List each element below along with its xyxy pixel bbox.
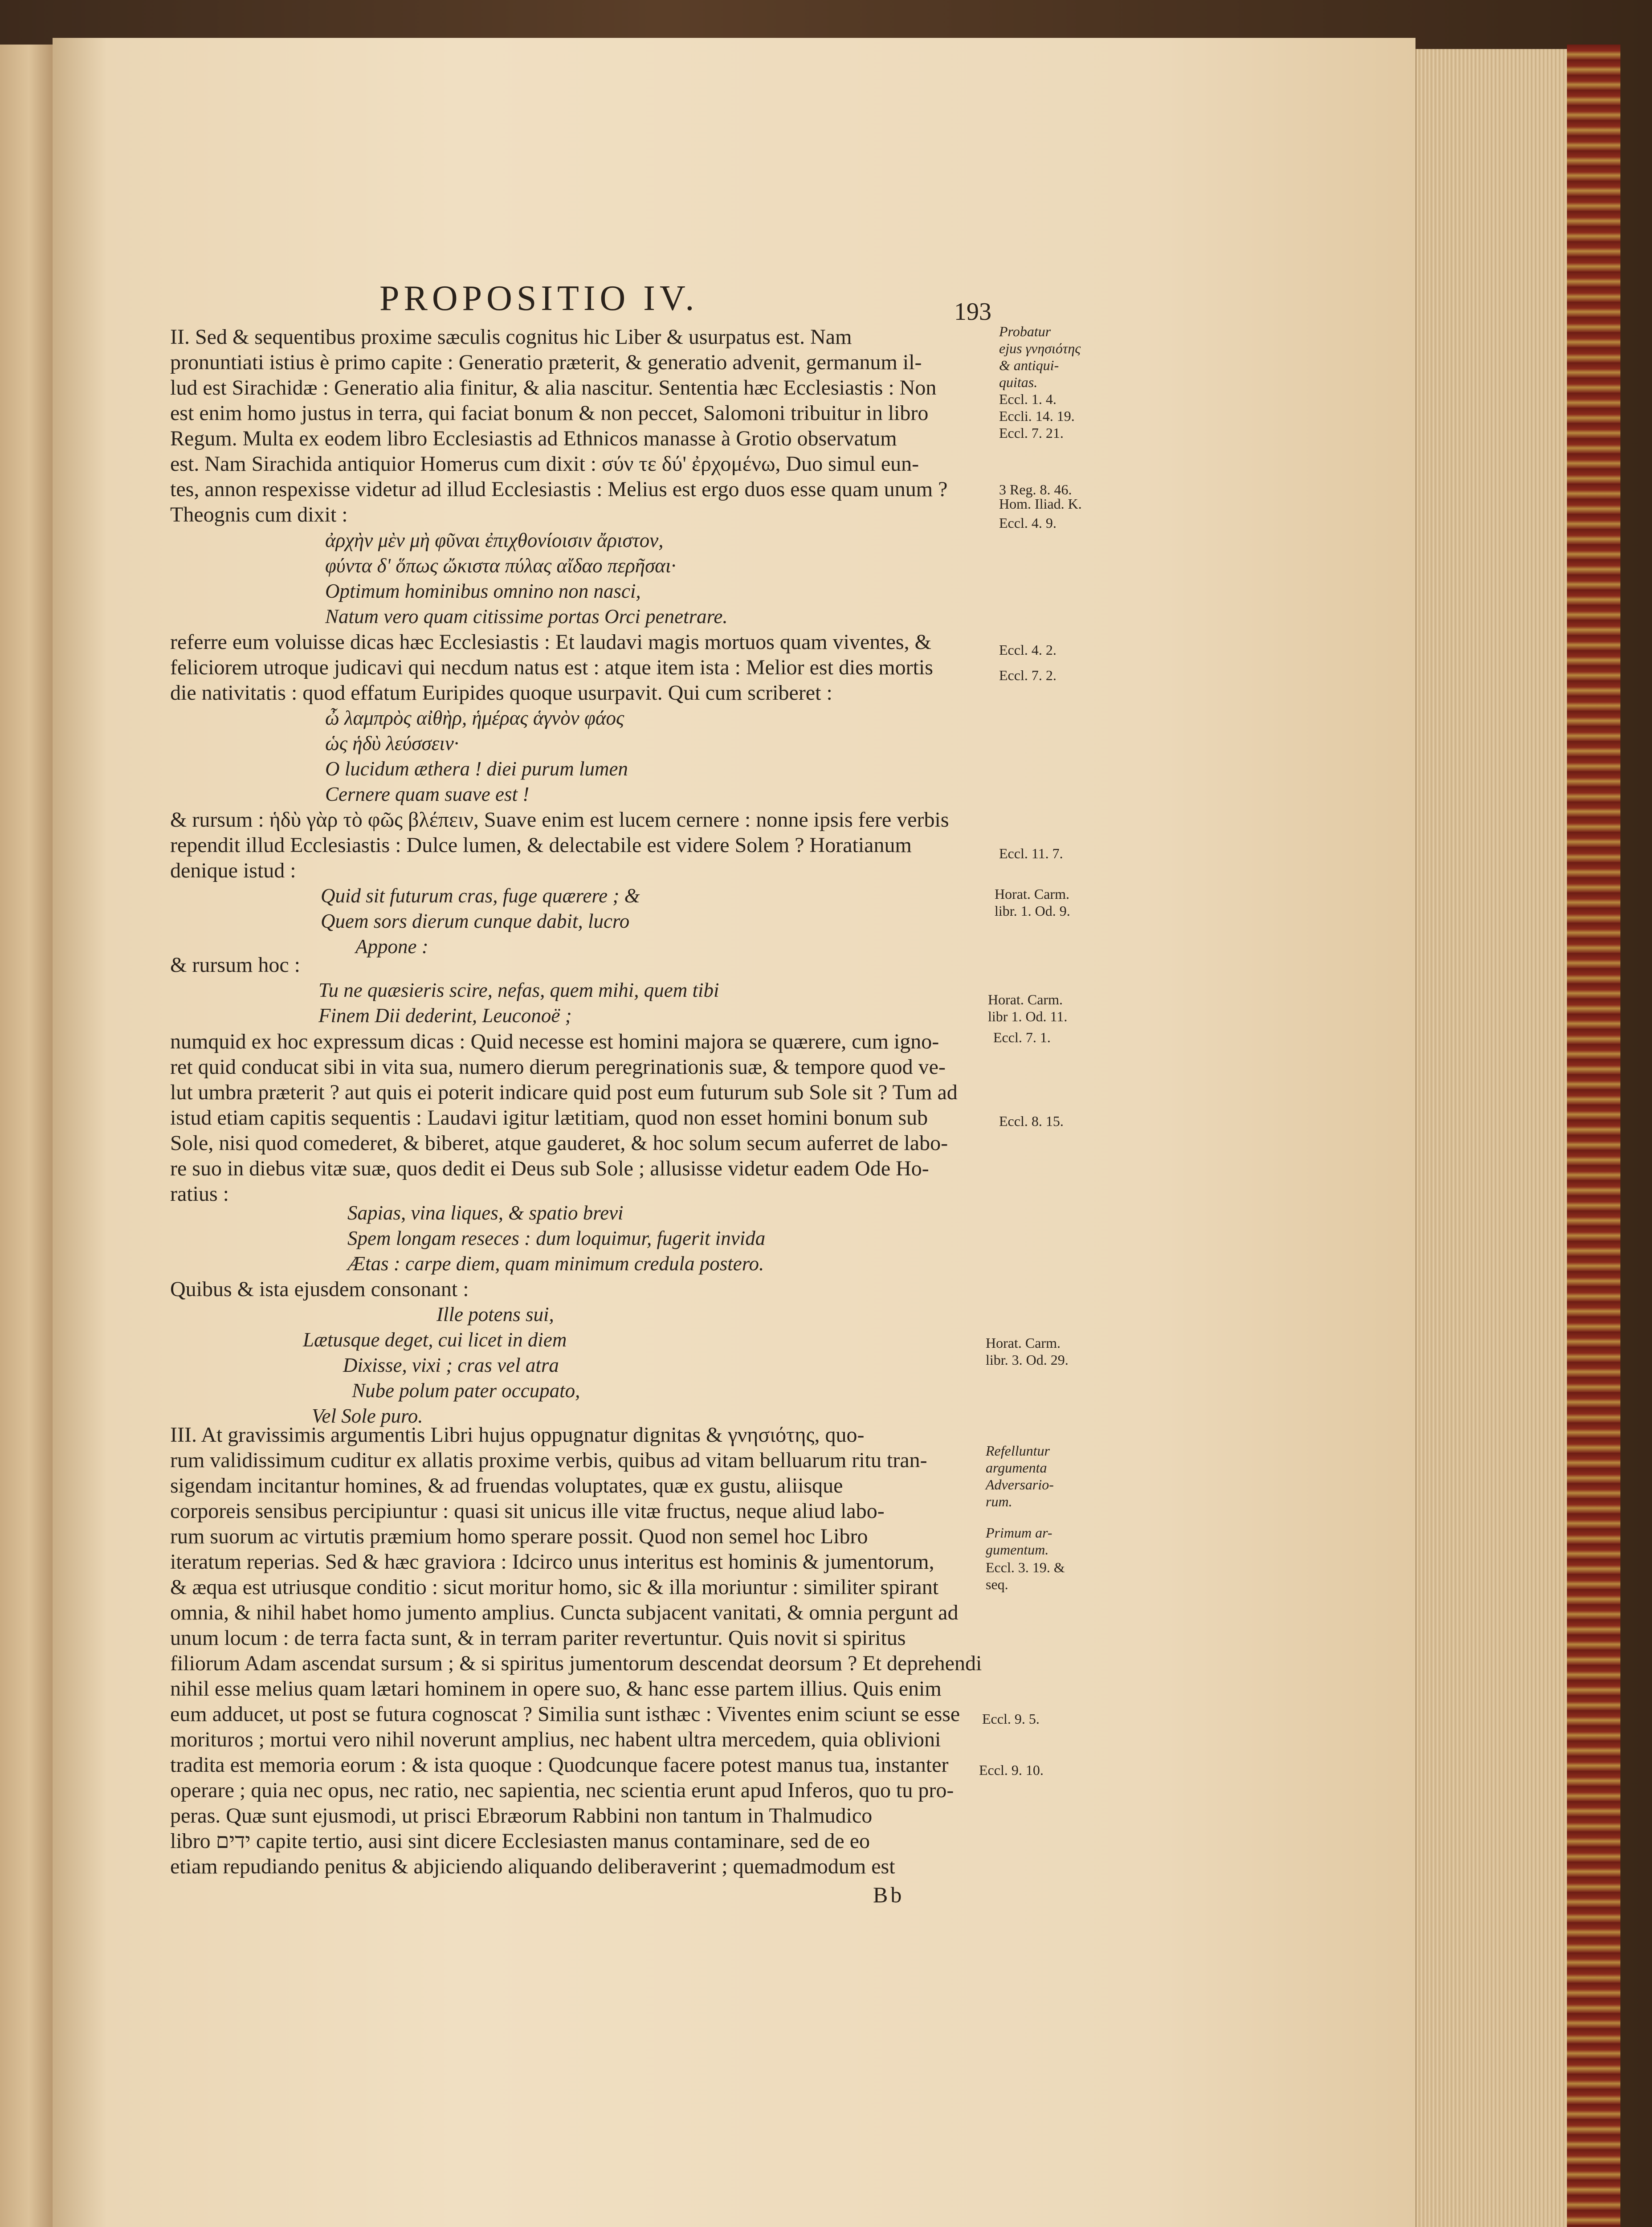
text-line: sigendam incitantur homines, & ad fruendas voluptates, quæ ex gustu, aliisque (170, 1474, 843, 1497)
verse-horace-2 (318, 978, 719, 1028)
margin-note: Eccl. 4. 9. (999, 515, 1056, 531)
text-line: libro ידים capite tertio, ausi sint dicere Ecclesiasten manus contaminare, sed de eo (170, 1829, 870, 1853)
margin-note: seq. (986, 1576, 1008, 1592)
margin-note: Eccl. 9. 10. (979, 1762, 1044, 1778)
text-line: etiam repudiando penitus & abjiciendo aliquando deliberaverint ; quemadmodum est (170, 1855, 895, 1878)
margin-note: Eccl. 7. 2. (999, 667, 1056, 683)
margin-note: Horat. Carm. (995, 886, 1069, 902)
margin-note: Primum ar- (986, 1525, 1052, 1541)
margin-note: Eccli. 14. 19. (999, 408, 1075, 424)
verse-line: Nube polum pater occupato, (352, 1379, 580, 1402)
text-line: Theognis cum dixit : (170, 503, 348, 526)
margin-note: libr. 3. Od. 29. (986, 1352, 1069, 1368)
text-line: II. Sed & sequentibus proxime sæculis cognitus hic Liber & usurpatus est. Nam (170, 325, 852, 349)
text-line: ratius : (170, 1182, 229, 1206)
margin-note: argumenta (986, 1460, 1047, 1476)
verse-line: Optimum hominibus omnino non nasci, (325, 580, 641, 602)
text-line: rum validissimum cuditur ex allatis proxime verbis, quibus ad vitam belluarum ritu tran- (170, 1448, 927, 1472)
verse-horace-3 (347, 1200, 765, 1277)
paragraph-referre (170, 629, 933, 706)
verse-line: ὦ λαμπρὸς αἰθὴρ, ἡμέρας ἁγνὸν φάος (325, 707, 624, 729)
margin-note: 3 Reg. 8. 46. (999, 481, 1072, 498)
verse-line: Ætas : carpe diem, quam minimum credula postero. (347, 1252, 764, 1275)
verse-line: Finem Dii dederint, Leuconoë ; (318, 1004, 572, 1027)
margin-note: Eccl. 8. 15. (999, 1113, 1064, 1129)
margin-note: Eccl. 9. 5. (982, 1711, 1040, 1727)
text-line: re suo in diebus vitæ suæ, quos dedit ei Deus sub Sole ; allusisse videtur eadem Ode Ho- (170, 1157, 929, 1180)
verse-euripides (325, 706, 628, 807)
margin-note: quitas. (999, 374, 1038, 390)
text-line: rum suorum ac virtutis præmium homo sperare possit. Quod non semel hoc Libro (170, 1525, 868, 1548)
paragraph-rursum (170, 807, 949, 883)
margin-note: Refelluntur (986, 1443, 1050, 1459)
gilt-fore-edge (1567, 45, 1620, 2227)
text-line: Quibus & ista ejusdem consonant : (170, 1277, 469, 1301)
margin-note: Horat. Carm. (986, 1335, 1061, 1351)
margin-note: gumentum. (986, 1542, 1049, 1558)
verse-line: Cernere quam suave est ! (325, 783, 530, 805)
page-number: 193 (954, 298, 991, 326)
text-line: istud etiam capitis sequentis : Laudavi igitur lætitiam, quod non esset homini bonum sub (170, 1106, 928, 1130)
verse-line: Quid sit futurum cras, fuge quærere ; & (321, 885, 640, 907)
margin-note: Horat. Carm. (988, 991, 1063, 1007)
text-line: operare ; quia nec opus, nec ratio, nec sapientia, nec scientia erunt apud Inferos, quo tu pro- (170, 1778, 954, 1802)
text-line: & æqua est utriusque conditio : sicut moritur homo, sic & illa moriuntur : similiter spirant (170, 1575, 939, 1599)
verse-line: φύντα δ' ὅπως ὤκιστα πύλας αἴδαο περῆσαι· (325, 555, 676, 577)
page-block-edges (1415, 49, 1568, 2227)
margin-note: libr. 1. Od. 9. (995, 903, 1070, 919)
text-line: die nativitatis : quod effatum Euripides quoque usurpavit. Qui cum scriberet : (170, 681, 832, 705)
paragraph-iii (170, 1422, 982, 1879)
margin-note: Probatur (999, 323, 1051, 339)
paragraph-numquid (170, 1029, 958, 1207)
page-title: PROPOSITIO IV. (379, 279, 699, 318)
text-line: unum locum : de terra facta sunt, & in terram pariter revertuntur. Quis novit si spiritus (170, 1626, 906, 1650)
signature-mark: Bb (873, 1882, 905, 1907)
margin-note: rum. (986, 1493, 1012, 1509)
verse-line: O lucidum æthera ! diei purum lumen (325, 758, 628, 780)
verse-theognis (325, 528, 728, 629)
text-line: iteratum reperias. Sed & hæc graviora : Idcirco unus interitus est hominis & jumentorum, (170, 1550, 934, 1574)
margin-note: Eccl. 7. 21. (999, 425, 1064, 441)
margin-note: libr 1. Od. 11. (988, 1008, 1068, 1024)
text-line: lut umbra præterit ? aut quis ei poterit indicare quid post eum futurum sub Sole sit ? Tum ad (170, 1081, 958, 1104)
verse-horace-1 (321, 883, 640, 959)
text-line: III. At gravissimis argumentis Libri hujus oppugnatur dignitas & γνησιότης, quo- (170, 1423, 865, 1447)
text-line: corporeis sensibus percipiuntur : quasi sit unicus ille vitæ fructus, neque aliud labo- (170, 1499, 885, 1523)
text-line: rependit illud Ecclesiastis : Dulce lumen, & delectabile est videre Solem ? Horatianum (170, 833, 912, 857)
text-line: & rursum hoc : (170, 953, 300, 977)
margin-note: Eccl. 3. 19. & (986, 1559, 1065, 1575)
text-line: tradita est memoria eorum : & ista quoque : Quodcunque facere potest manus tua, instanter (170, 1753, 949, 1777)
text-line: ret quid conducat sibi in vita sua, numero dierum peregrinationis suæ, & tempore quod ve- (170, 1055, 946, 1079)
text-line: omnia, & nihil habet homo jumento amplius. Cuncta subjacent vanitati, & omnia pergunt ad (170, 1601, 959, 1624)
text-line: feliciorem utroque judicavi qui necdum natus est : atque item ista : Melior est dies mortis (170, 656, 933, 679)
text-line: tes, annon respexisse videtur ad illud Ecclesiastis : Melius est ergo duos esse quam unum ? (170, 477, 948, 501)
verse-horace-4 (303, 1302, 580, 1429)
verse-line: Sapias, vina liques, & spatio brevi (347, 1202, 624, 1224)
text-line: numquid ex hoc expressum dicas : Quid necesse est homini majora se quærere, cum igno- (170, 1030, 939, 1053)
verse-line: Lætusque deget, cui licet in diem (303, 1329, 567, 1351)
text-line: est enim homo justus in terra, qui faciat bonum & non peccet, Salomoni tribuitur in libro (170, 401, 929, 425)
margin-note: Eccl. 1. 4. (999, 391, 1056, 407)
text-line: Sole, nisi quod comederet, & biberet, atque gauderet, & hoc solum secum auferret de labo- (170, 1131, 948, 1155)
text-line: est. Nam Sirachida antiquior Homerus cum dixit : σύν τε δύ' ἐρχομένω, Duo simul eun- (170, 452, 919, 476)
text-line: eum adducet, ut post se futura cognoscat ? Similia sunt isthæc : Viventes enim sciunt se esse (170, 1702, 960, 1726)
paragraph-ii (170, 324, 947, 527)
text-line: morituros ; mortui vero nihil noverunt amplius, nec habent ultra mercedem, quia oblivioni (170, 1728, 941, 1751)
text-line: filiorum Adam ascendat sursum ; & si spiritus jumentorum descendat deorsum ? Et deprehendi (170, 1652, 982, 1675)
verse-line: ὡς ἡδὺ λεύσσειν· (325, 732, 459, 755)
margin-note: Adversario- (986, 1477, 1054, 1493)
margin-note: Eccl. 7. 1. (993, 1029, 1051, 1045)
text-line: & rursum : ἡδὺ γὰρ τὸ φῶς βλέπειν, Suave enim est lucem cernere : nonne ipsis fere verbis (170, 808, 949, 832)
margin-note: Hom. Iliad. K. (999, 496, 1082, 512)
verse-line: Appone : (355, 935, 428, 958)
verse-line: Ille potens sui, (436, 1303, 554, 1326)
margin-note: & antiqui- (999, 357, 1059, 373)
margin-note: Eccl. 4. 2. (999, 642, 1056, 658)
verse-line: Natum vero quam citissime portas Orci penetrare. (325, 605, 728, 628)
text-line: denique istud : (170, 859, 296, 882)
margin-note: Eccl. 11. 7. (999, 845, 1063, 861)
verse-line: Vel Sole puro. (312, 1405, 423, 1427)
text-line: peras. Quæ sunt ejusmodi, ut prisci Ebræorum Rabbini non tantum in Thalmudico (170, 1804, 873, 1827)
verse-line: Tu ne quæsieris scire, nefas, quem mihi, quem tibi (318, 979, 719, 1001)
verse-line: Spem longam reseces : dum loquimur, fugerit invida (347, 1227, 766, 1249)
verse-line: Quem sors dierum cunque dabit, lucro (321, 910, 630, 932)
text-line: Regum. Multa ex eodem libro Ecclesiastis ad Ethnicos manasse à Grotio observatum (170, 427, 897, 450)
left-page-edge (0, 45, 54, 2227)
text-line: lud est Sirachidæ : Generatio alia finitur, & alia nascitur. Sententia hæc Ecclesiastis : Non (170, 376, 937, 400)
text-line: pronuntiati istius è primo capite : Generatio præterit, & generatio advenit, germanum il- (170, 351, 922, 374)
verse-line: Dixisse, vixi ; cras vel atra (343, 1354, 559, 1376)
text-line: referre eum voluisse dicas hæc Ecclesiastis : Et laudavi magis mortuos quam viventes, & (170, 630, 931, 654)
text-line: nihil esse melius quam lætari hominem in opere suo, & hanc esse partem illius. Quis enim (170, 1677, 942, 1701)
verse-line: ἀρχὴν μὲν μὴ φῦναι ἐπιχθονίοισιν ἄριστον, (325, 529, 664, 551)
margin-note: ejus γνησιότης (999, 340, 1081, 356)
